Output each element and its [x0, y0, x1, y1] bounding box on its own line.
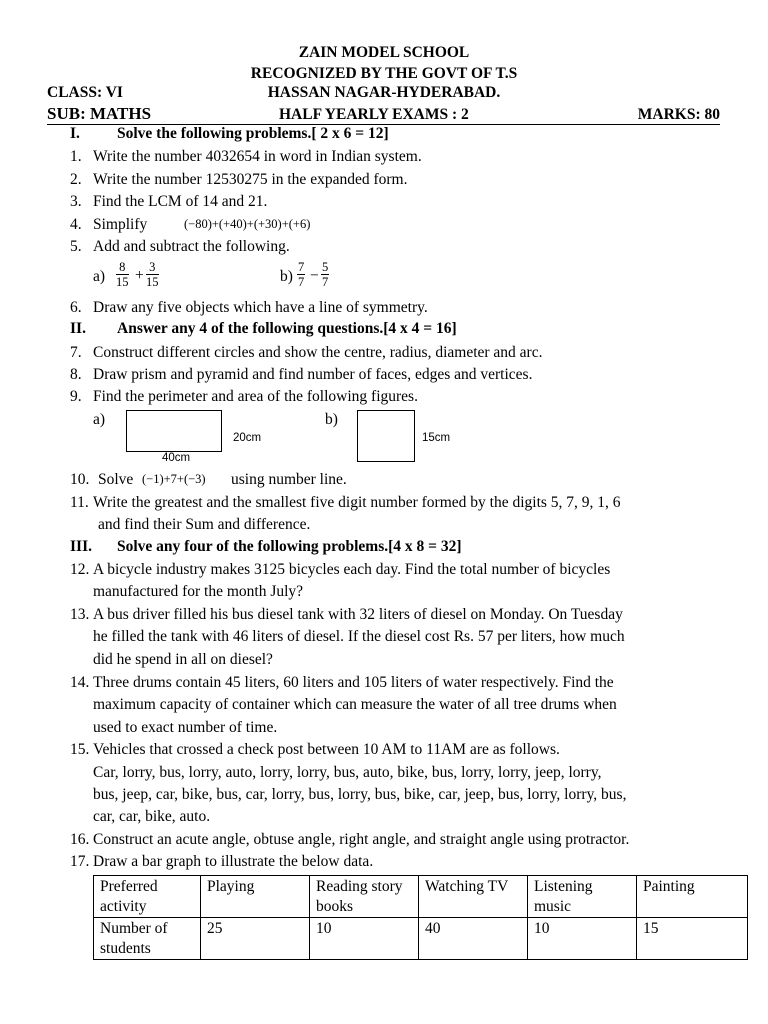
table-row [94, 918, 748, 960]
question-number: 15. [70, 741, 90, 758]
denominator: 7 [298, 275, 305, 289]
part-label: a) [93, 411, 106, 428]
question-text: bus, jeep, car, bike, bus, car, lorry, bus, lorry, bus, bike, car, jeep, bus, lorry, lorry, bus, [93, 786, 627, 803]
section-title: Solve any four of the following problems.[4 x 8 = 32] [117, 538, 462, 555]
section-title: Solve the following problems.[ 2 x 6 = 12] [117, 125, 389, 142]
question-text: Simplify [93, 216, 148, 233]
operator: + [135, 267, 144, 284]
question-number: 13. [70, 606, 90, 623]
fraction [321, 260, 329, 289]
subject-label: SUB: MATHS [47, 104, 279, 125]
question-text: Construct different circles and show the centre, radius, diameter and arc. [93, 344, 543, 361]
question-text: maximum capacity of container which can measure the water of all tree drums when [93, 696, 617, 713]
number-line-expression: (−1)+7+(−3) [142, 472, 206, 486]
question-number: 8. [70, 366, 82, 383]
question-text: using number line. [231, 471, 347, 488]
school-name: ZAIN MODEL SCHOOL [298, 44, 470, 61]
question-number: 7. [70, 344, 82, 361]
question-text: Find the perimeter and area of the following figures. [93, 388, 418, 405]
question-text: Write the greatest and the smallest five digit number formed by the digits 5, 7, 9, 1, 6 [93, 494, 621, 511]
exam-title-text: HALF YEARLY EXAMS : 2 [279, 106, 469, 123]
question-number: 17. [70, 853, 90, 870]
numerator: 5 [322, 260, 329, 274]
height-label: 20cm [233, 432, 262, 444]
question-text: car, car, bike, auto. [93, 808, 211, 825]
question-text: Draw a bar graph to illustrate the below data. [93, 853, 374, 870]
part-label: a) [93, 268, 106, 285]
question-text: Vehicles that crossed a check post between 10 AM to 11AM are as follows. [93, 741, 560, 758]
question-number: 10. [70, 471, 90, 488]
denominator: 15 [116, 275, 129, 289]
question-number: 6. [70, 299, 82, 316]
fraction [116, 260, 129, 289]
section-number: I. [70, 125, 80, 142]
question-text: Solve [98, 471, 134, 488]
question-text: Find the LCM of 14 and 21. [93, 193, 268, 210]
rectangle-figure [126, 410, 222, 452]
table-header-cell: Reading story books [310, 876, 419, 918]
question-text: he filled the tank with 46 liters of diesel. If the diesel cost Rs. 57 per liters, how much [93, 628, 625, 645]
question-text: Three drums contain 45 liters, 60 liters and 105 liters of water respectively. Find the [93, 674, 614, 691]
activity-table [93, 875, 748, 960]
table-header-cell: Listening music [528, 876, 637, 918]
question-text: and find their Sum and difference. [98, 516, 311, 533]
recognition-line: RECOGNIZED BY THE GOVT OF T.S [250, 65, 518, 82]
question-text: did he spend in all on diesel? [93, 651, 273, 668]
question-number: 2. [70, 171, 82, 188]
table-row [94, 876, 748, 918]
question-number: 14. [70, 674, 90, 691]
square-figure [357, 410, 415, 462]
operator: − [310, 267, 319, 284]
question-text: manufactured for the month July? [93, 583, 304, 600]
width-label: 40cm [162, 452, 191, 464]
question-number: 5. [70, 238, 82, 255]
question-text: Draw prism and pyramid and find number of faces, edges and vertices. [93, 366, 533, 383]
numerator: 8 [116, 260, 129, 275]
part-label: b) [280, 268, 293, 285]
simplify-expression: (−80)+(+40)+(+30)+(+6) [184, 217, 311, 231]
question-text: Write the number 4032654 in word in Indian system. [93, 148, 422, 165]
part-label: b) [325, 411, 338, 428]
question-text: Construct an acute angle, obtuse angle, right angle, and straight angle using protractor. [93, 831, 630, 848]
exam-title [279, 106, 627, 125]
table-header-cell: Playing [201, 876, 310, 918]
question-number: 4. [70, 216, 82, 233]
table-header-cell: Watching TV [419, 876, 528, 918]
table-cell: Number of students [94, 918, 201, 960]
question-number: 9. [70, 388, 82, 405]
table-header-cell: Painting [637, 876, 748, 918]
table-header-cell: Preferred activity [94, 876, 201, 918]
denominator: 7 [322, 275, 329, 289]
question-number: 11. [70, 494, 89, 511]
side-label: 15cm [422, 432, 451, 444]
school-address: HASSAN NAGAR-HYDERABAD. [267, 84, 501, 101]
question-number: 12. [70, 561, 90, 578]
numerator: 7 [298, 260, 305, 274]
denominator: 15 [146, 275, 159, 289]
numerator: 3 [146, 260, 159, 275]
marks-label: MARKS: 80 [625, 106, 720, 125]
question-number: 1. [70, 148, 82, 165]
fraction [146, 260, 159, 289]
table-cell: 10 [528, 918, 637, 960]
question-text: A bicycle industry makes 3125 bicycles each day. Find the total number of bicycles [93, 561, 611, 578]
question-text: used to exact number of time. [93, 719, 278, 736]
class-label: CLASS: VI [47, 84, 123, 101]
fraction [297, 260, 305, 289]
table-cell: 10 [310, 918, 419, 960]
section-number: III. [70, 538, 92, 555]
question-text: Draw any five objects which have a line of symmetry. [93, 299, 428, 316]
table-cell: 15 [637, 918, 748, 960]
table-cell: 40 [419, 918, 528, 960]
question-number: 16. [70, 831, 90, 848]
question-text: Write the number 12530275 in the expanded form. [93, 171, 408, 188]
table-cell: 25 [201, 918, 310, 960]
question-text: Car, lorry, bus, lorry, auto, lorry, lorry, bus, auto, bike, bus, lorry, lorry, jeep, lorry, [93, 764, 602, 781]
question-text: A bus driver filled his bus diesel tank with 32 liters of diesel on Monday. On Tuesday [93, 606, 623, 623]
question-text: Add and subtract the following. [93, 238, 290, 255]
question-number: 3. [70, 193, 82, 210]
section-number: II. [70, 320, 86, 337]
exam-info-bar [47, 104, 720, 124]
section-title: Answer any 4 of the following questions.[4 x 4 = 16] [117, 320, 457, 337]
